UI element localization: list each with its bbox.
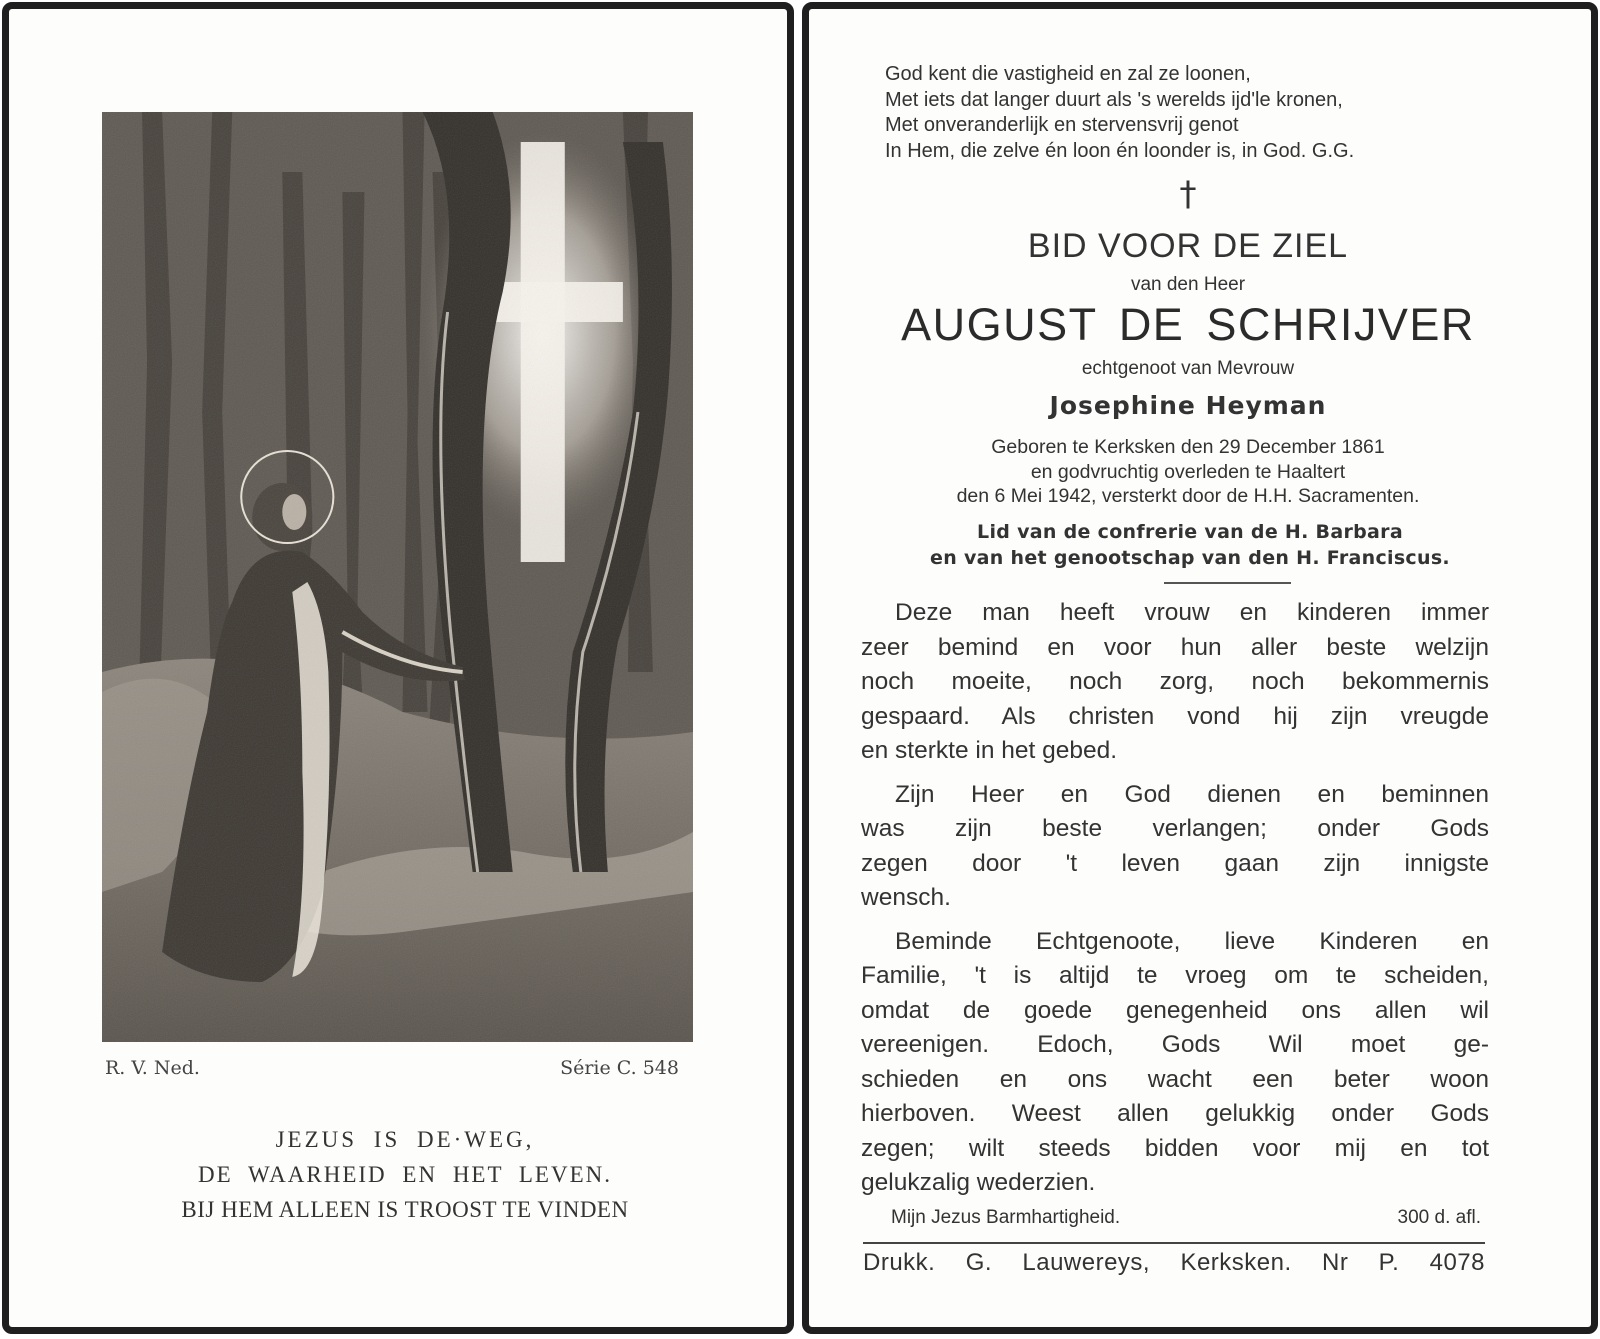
footer-divider xyxy=(863,1242,1485,1244)
membership xyxy=(799,519,1581,571)
membership-line: Lid van de confrerie van de H. Barbara xyxy=(977,521,1403,543)
eulogy-line: gespaard. Als christen vond hij zijn vreugde xyxy=(861,702,1489,730)
eulogy-line: schieden en ons wacht een beter woon xyxy=(861,1065,1489,1093)
eulogy-line: zegen door 't leven gaan zijn innigste xyxy=(861,849,1489,877)
indulgence-note: 300 d. afl. xyxy=(1397,1207,1481,1228)
eulogy-line: hierboven. Weest allen gelukkig onder Gods xyxy=(861,1100,1489,1127)
poem-line: God kent die vastigheid en zal ze loonen, xyxy=(885,63,1251,85)
eulogy-line: en sterkte in het gebed. xyxy=(861,737,1118,764)
poem-line: In Hem, die zelve én loon én loonder is, in God. G.G. xyxy=(885,139,1355,162)
eulogy-paragraph xyxy=(861,778,1489,916)
eulogy-line: noch moeite, noch zorg, noch bekommernis xyxy=(861,668,1489,695)
eulogy-paragraph xyxy=(861,925,1489,1201)
motto-line: BIJ HEM ALLEEN IS TROOST TE VINDEN xyxy=(181,1197,629,1222)
membership-line: en van het genootschap van den H. Franciscus. xyxy=(930,547,1450,569)
dates-line: en godvruchtig overleden te Haaltert xyxy=(1030,460,1346,483)
motto-text xyxy=(69,1122,741,1227)
dates-line: den 6 Mei 1942, versterkt door de H.H. Sacramenten. xyxy=(956,485,1420,507)
eulogy-line: Beminde Echtgenoote, lieve Kinderen en xyxy=(895,927,1489,955)
motto-line: DE WAARHEID EN HET LEVEN. xyxy=(198,1162,612,1187)
eulogy-line: Familie, 't is altijd te vroeg om te scheiden, xyxy=(861,962,1489,989)
eulogy-line: zeer bemind en voor hun aller beste welzijn xyxy=(861,633,1489,661)
spouse-name: Josephine Heyman xyxy=(1049,391,1327,420)
dates-line: Geboren te Kerksken den 29 December 1861 xyxy=(991,436,1385,458)
poem-line: Met iets dat langer duurt als 's werelds ijd'le kronen, xyxy=(885,88,1343,111)
ejaculatory-prayer: Mijn Jezus Barmhartigheid. xyxy=(891,1207,1121,1228)
publisher-credit: R. V. Ned. xyxy=(105,1057,200,1079)
memorial-card-front xyxy=(2,2,794,1334)
eulogy-line: Zijn Heer en God dienen en beminnen xyxy=(895,780,1489,808)
divider xyxy=(1164,582,1291,584)
eulogy-line: vereenigen. Edoch, Gods Wil moet ge- xyxy=(861,1031,1489,1058)
eulogy-line: zegen; wilt steeds bidden voor mij en tot xyxy=(861,1134,1489,1162)
life-dates xyxy=(797,435,1579,509)
poem-line: Met onveranderlijk en stervensvrij genot xyxy=(885,114,1239,136)
cross-icon: † xyxy=(1179,174,1197,214)
honorific: van den Heer xyxy=(1130,274,1246,295)
forest-scene-image xyxy=(102,112,693,1042)
eulogy-line: Deze man heeft vrouw en kinderen immer xyxy=(895,599,1489,626)
series-number: Série C. 548 xyxy=(560,1057,679,1079)
devotional-illustration xyxy=(102,112,693,1042)
eulogy-paragraph xyxy=(861,596,1489,769)
eulogy-line: wensch. xyxy=(861,884,951,911)
poem xyxy=(885,62,1600,164)
prayer-heading: BID VOOR DE ZIEL xyxy=(1027,227,1349,265)
print-grain xyxy=(102,112,693,1042)
eulogy-line: gelukzalig wederzien. xyxy=(861,1169,1096,1196)
printer-imprint: Drukk. G. Lauwereys, Kerksken. Nr P. 4078 xyxy=(863,1249,1485,1276)
eulogy xyxy=(861,596,1489,1210)
memorial-card-back xyxy=(802,2,1598,1334)
eulogy-line: was zijn beste verlangen; onder Gods xyxy=(861,815,1489,842)
deceased-name: AUGUST DE SCHRIJVER xyxy=(901,299,1475,350)
motto-line: JEZUS IS DE·WEG, xyxy=(275,1127,535,1152)
eulogy-line: omdat de goede genegenheid ons allen wil xyxy=(861,996,1489,1024)
spouse-intro: echtgenoot van Mevrouw xyxy=(1081,358,1295,379)
